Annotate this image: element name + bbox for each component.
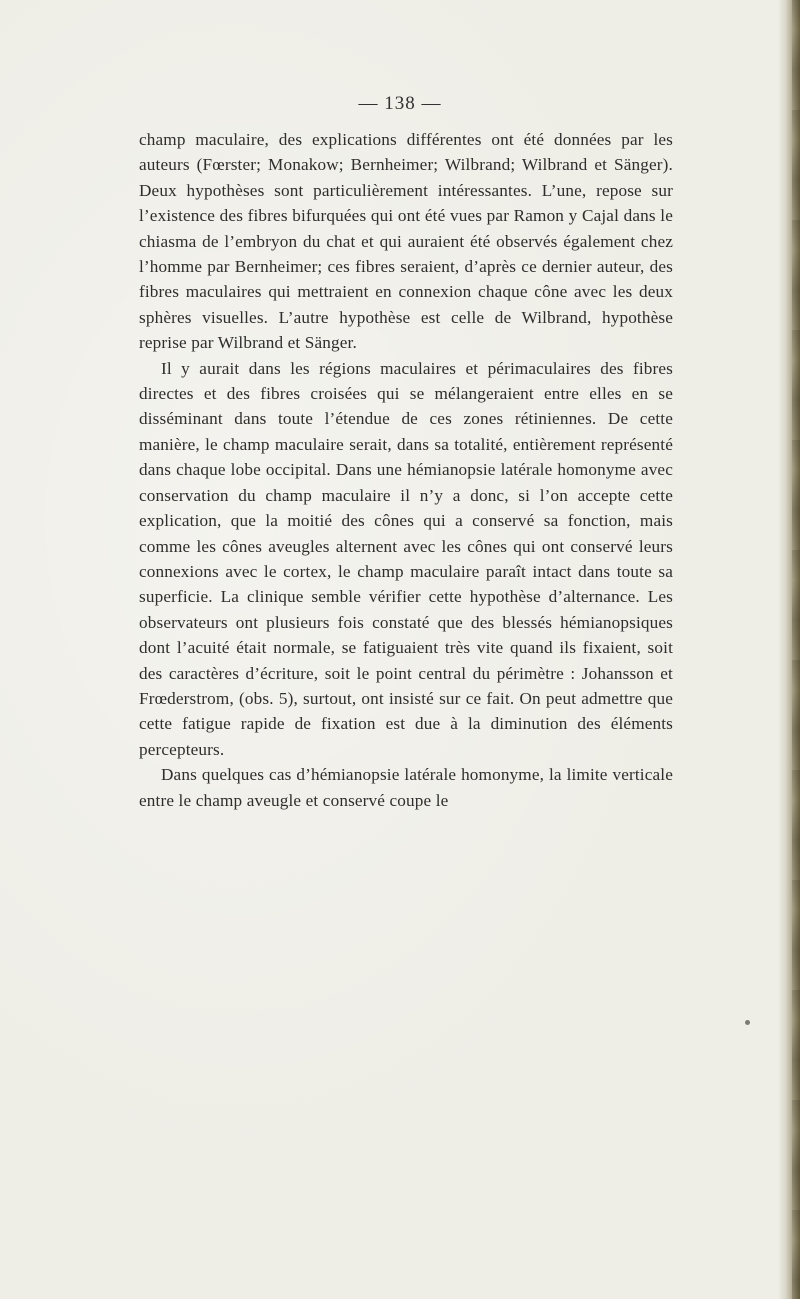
paragraph-1: champ maculaire, des explications différentes ont été données par les auteurs (Fœrster; Monakow; Bernheimer; Wilbrand; Wilbrand et Sänger). Deux hypothèses sont particulièrement intéressantes. L’une, repose sur l’existence des fibres bifurquées qui ont été vues par Ramon y Cajal dans le chiasma de l’embryon du chat et qui auraient été observés également chez l’homme par Bernheimer; ces fibres seraient, d’après ce dernier auteur, des fibres maculaires qui mettraient en connexion chaque cône avec les deux sphères visuelles. L’autre hypothèse est celle de Wilbrand, hypothèse reprise par Wilbrand et Sänger. [139,130,673,353]
paper-speck [745,1020,750,1025]
page-edge-shadow [778,0,800,1299]
paragraph-2: Il y aurait dans les régions maculaires et périmaculaires des fibres directes et des fibres croisées qui se mélangeraient entre elles en se disséminant dans toute l’étendue de ces zones rétiniennes. De cette manière, le champ maculaire serait, dans sa totalité, entièrement représenté dans chaque lobe occipital. Dans une hémianopsie latérale homonyme avec conservation du champ maculaire il n’y a donc, si l’on accepte cette explication, que la moitié des cônes qui a conservé sa fonction, mais comme les cônes aveugles alternent avec les cônes qui ont conservé leurs connexions avec le cortex, le champ maculaire paraît intact dans toute sa superficie. La clinique semble vérifier cette hypothèse d’alternance. Les observateurs ont plusieurs fois constaté que des blessés hémianopsiques dont l’acuité était normale, se fatiguaient très vite quand ils fixaient, soit des caractères d’écriture, soit le point central du périmètre : Johansson et Frœderstrom, (obs. 5), surtout, ont insisté sur ce fait. On peut admettre que cette fatigue rapide de fixation est due à la diminution des éléments percepteurs. [139,358,673,759]
page-number: — 138 — [358,93,442,114]
paragraph-3: Dans quelques cas d’hémianopsie latérale homonyme, la limite verticale entre le champ aveugle et conservé coupe le [139,765,673,810]
body-text [139,127,673,813]
